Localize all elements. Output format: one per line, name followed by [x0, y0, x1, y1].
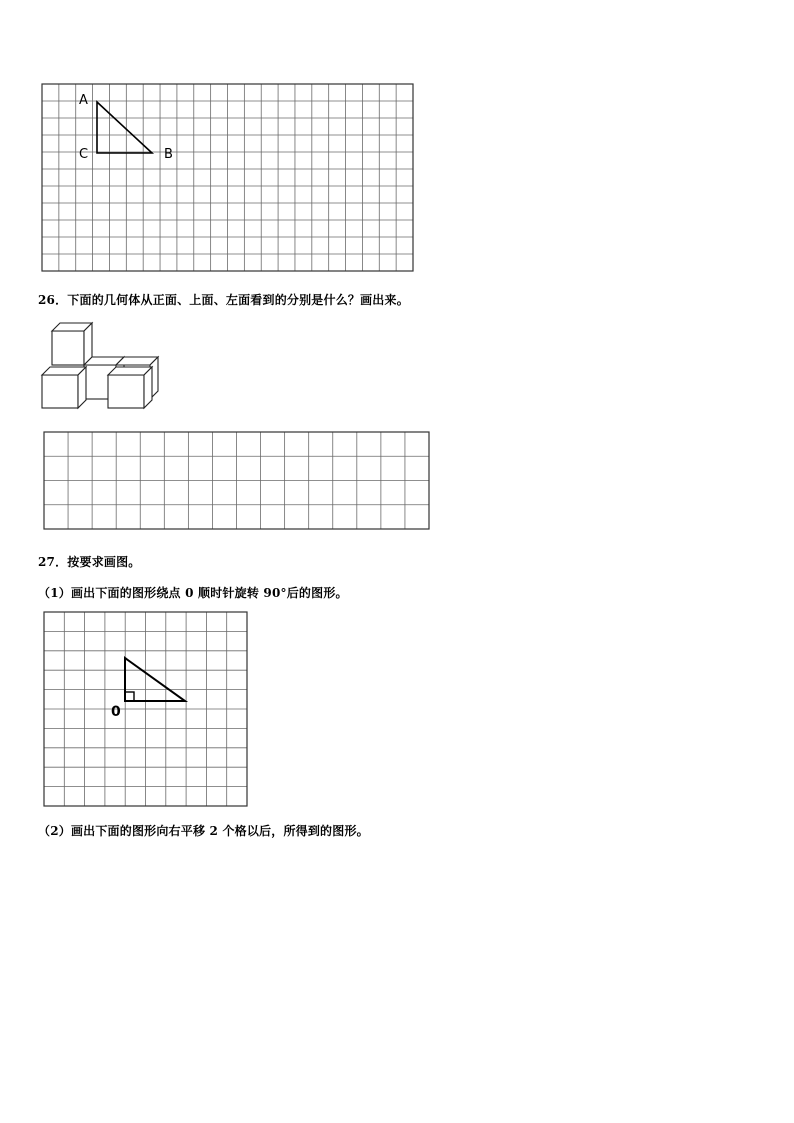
- question-27-text: 27．按要求画图。: [38, 555, 141, 569]
- label-a: A: [79, 93, 88, 108]
- right-angle-mark: [125, 692, 134, 701]
- cube-figure: [40, 320, 165, 412]
- point-o-label: 0: [111, 704, 121, 720]
- triangle-abc: [97, 102, 152, 153]
- question-27-part1: （1）画出下面的图形绕点 0 顺时针旋转 90°后的图形。: [38, 586, 348, 600]
- label-b: B: [164, 147, 173, 162]
- question-26-text: 26．下面的几何体从正面、上面、左面看到的分别是什么？画出来。: [38, 293, 409, 307]
- label-c: C: [79, 147, 89, 162]
- drawing-grid-q26[interactable]: [44, 432, 430, 530]
- question-27-part2: （2）画出下面的图形向右平移 2 个格以后，所得到的图形。: [38, 824, 369, 838]
- grid-triangle-abc: [42, 84, 414, 274]
- rotation-grid[interactable]: [44, 612, 249, 808]
